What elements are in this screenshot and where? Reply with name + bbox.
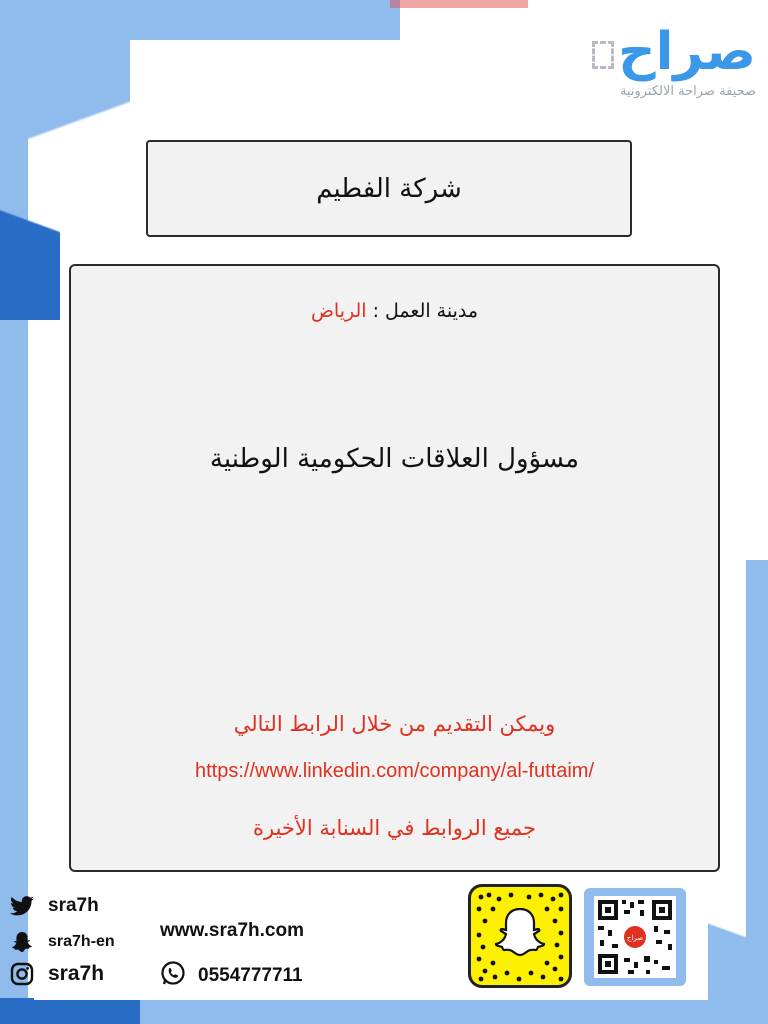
twitter-icon [10,894,34,918]
job-details-box [69,264,720,872]
snapcode[interactable] [468,884,572,988]
qr-badge-text: صراح [626,934,644,942]
website-link[interactable]: www.sra7h.com [160,920,304,941]
city-label: مدينة العمل : [372,300,479,322]
twitter-handle-row[interactable] [10,894,99,918]
apply-link[interactable]: https://www.linkedin.com/company/al-futtaim/ [194,760,595,782]
logo-text: صراح [618,22,756,82]
snapcode-dots-icon [471,887,569,985]
snapchat-handle-row[interactable] [10,930,115,954]
phone-number: 0554777711 [198,965,303,986]
company-name: شركة الفطيم [316,173,462,204]
city-value: الرياض [310,300,367,322]
city-line [71,300,718,322]
background-left-wedge-dark [0,120,60,320]
instagram-icon [10,962,34,986]
snapchat-icon [10,930,34,954]
logo-dots-icon [592,41,614,69]
apply-instructions: ويمكن التقديم من خلال الرابط التالي [233,712,556,736]
background-bottom-accent [0,998,140,1024]
instagram-handle: sra7h [48,962,105,985]
snapchat-handle: sra7h-en [48,933,115,950]
links-note: جميع الروابط في السنابة الأخيرة [253,816,536,840]
twitter-handle: sra7h [48,895,99,916]
whatsapp-row[interactable] [160,960,303,992]
whatsapp-icon [160,960,186,992]
job-title: مسؤول العلاقات الحكومية الوطنية [209,444,580,474]
instagram-handle-row[interactable] [10,962,104,986]
qr-code-icon [584,888,686,986]
company-box [146,140,632,237]
brand-logo [576,22,756,122]
qr-code[interactable] [584,888,686,986]
logo-tagline: صحيفة صراحة الالكترونية [619,84,756,99]
background-top-strip [390,0,528,8]
